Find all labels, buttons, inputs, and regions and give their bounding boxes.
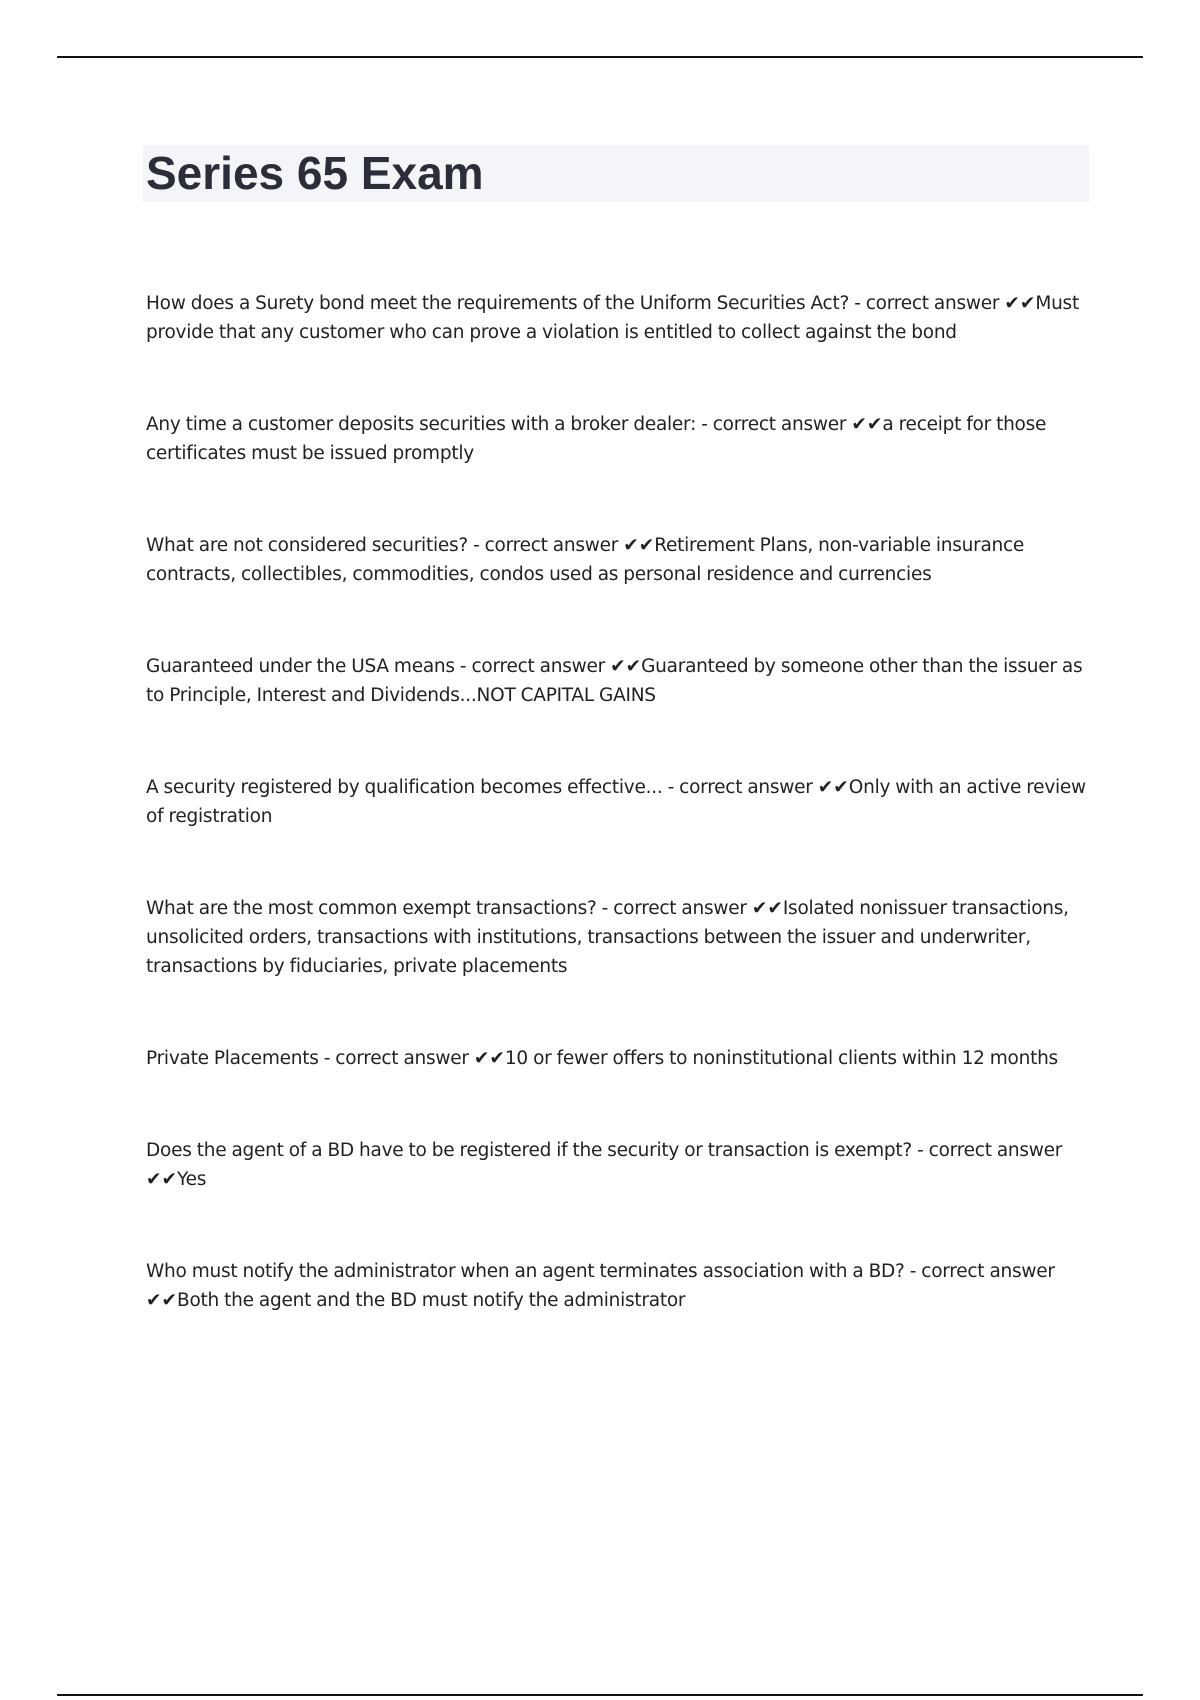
bottom-rule bbox=[57, 1694, 1143, 1696]
qa-item bbox=[146, 1257, 1096, 1315]
correct-answer-separator: - correct answer bbox=[467, 535, 624, 556]
correct-answer-separator: - correct answer bbox=[454, 656, 611, 677]
correct-answer-separator: - correct answer bbox=[696, 414, 852, 435]
correct-answer-separator: - correct answer bbox=[911, 1140, 1063, 1161]
answer-text: Yes bbox=[177, 1169, 207, 1190]
answer-text: Both the agent and the BD must notify the administrator bbox=[177, 1290, 686, 1311]
top-rule bbox=[57, 56, 1143, 58]
answer-text: 10 or fewer offers to noninstitutional clients within 12 months bbox=[504, 1048, 1058, 1069]
correct-answer-separator: - correct answer bbox=[596, 898, 752, 919]
qa-item bbox=[146, 410, 1096, 468]
double-check-icon: ✔✔ bbox=[817, 777, 849, 798]
question-text: A security registered by qualification becomes effective... bbox=[146, 777, 663, 798]
question-text: How does a Surety bond meet the requirements of the Uniform Securities Act? bbox=[146, 293, 850, 314]
question-text: Private Placements bbox=[146, 1048, 319, 1069]
page-title: Series 65 Exam bbox=[146, 147, 484, 199]
answer-text: a receipt for those certificates must be issued promptly bbox=[146, 414, 1047, 464]
double-check-icon: ✔✔ bbox=[851, 414, 883, 435]
qa-list bbox=[146, 289, 1096, 1378]
question-text: Any time a customer deposits securities with a broker dealer: bbox=[146, 414, 697, 435]
answer-text: Guaranteed by someone other than the issuer as to Principle, Interest and Dividends...NOT CAPITAL GAINS bbox=[146, 656, 1083, 706]
qa-item bbox=[146, 531, 1096, 589]
qa-item bbox=[146, 1044, 1096, 1073]
answer-text: Must provide that any customer who can prove a violation is entitled to collect against the bond bbox=[146, 293, 1079, 343]
correct-answer-separator: - correct answer bbox=[662, 777, 818, 798]
double-check-icon: ✔✔ bbox=[610, 656, 642, 677]
correct-answer-separator: - correct answer bbox=[904, 1261, 1055, 1282]
double-check-icon: ✔✔ bbox=[623, 535, 655, 556]
qa-item bbox=[146, 894, 1096, 981]
qa-item bbox=[146, 1136, 1096, 1194]
question-text: What are the most common exempt transactions? bbox=[146, 898, 597, 919]
correct-answer-separator: - correct answer bbox=[318, 1048, 474, 1069]
double-check-icon: ✔✔ bbox=[751, 898, 783, 919]
double-check-icon: ✔✔ bbox=[146, 1169, 178, 1190]
double-check-icon: ✔✔ bbox=[1004, 293, 1036, 314]
qa-item bbox=[146, 289, 1096, 347]
answer-text: Isolated nonissuer transactions, unsolicited orders, transactions with institutions, transactions between the issuer and underwriter, transactions by fiduciaries, private placements bbox=[146, 898, 1069, 977]
double-check-icon: ✔✔ bbox=[473, 1048, 505, 1069]
question-text: What are not considered securities? bbox=[146, 535, 468, 556]
answer-text: Only with an active review of registration bbox=[146, 777, 1086, 827]
question-text: Guaranteed under the USA means bbox=[146, 656, 455, 677]
answer-text: Retirement Plans, non-variable insurance contracts, collectibles, commodities, condos used as personal residence and currencies bbox=[146, 535, 1025, 585]
question-text: Who must notify the administrator when an agent terminates association with a BD? bbox=[146, 1261, 905, 1282]
double-check-icon: ✔✔ bbox=[146, 1290, 178, 1311]
question-text: Does the agent of a BD have to be registered if the security or transaction is exempt? bbox=[146, 1140, 912, 1161]
qa-item bbox=[146, 652, 1096, 710]
correct-answer-separator: - correct answer bbox=[849, 293, 1005, 314]
qa-item bbox=[146, 773, 1096, 831]
